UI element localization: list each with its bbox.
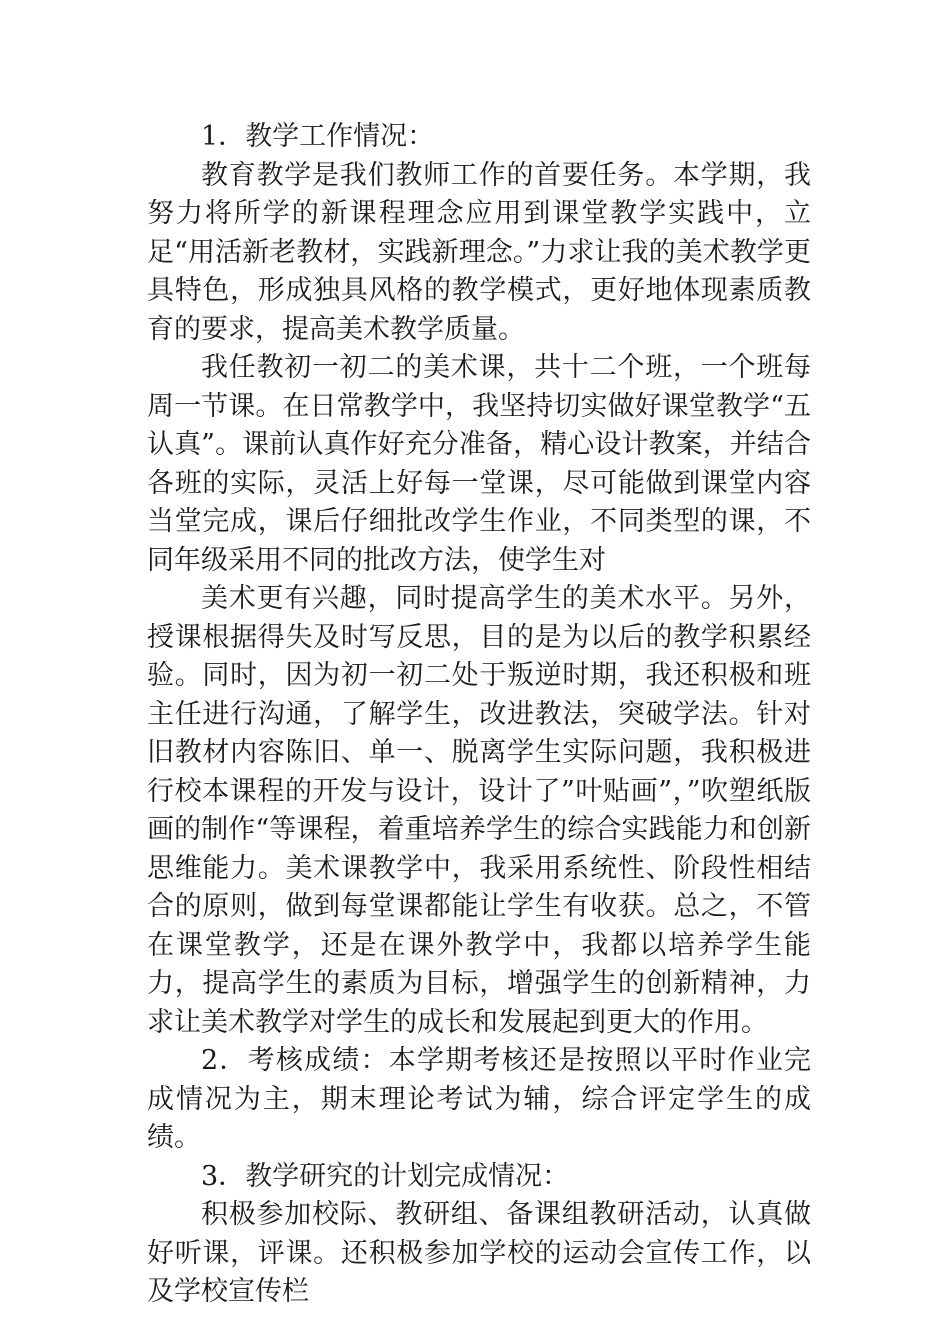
document-body [147,118,811,1312]
paragraph-teaching-goals: 教育教学是我们教师工作的首要任务。本学期，我努力将所学的新课程理念应用到课堂教学实践中，立足“用活新老教材，实践新理念。”力求让我的美术教学更具特色，形成独具风格的教学模式，更好地体现素质教育的要求，提高美术教学质量。 [147,159,811,345]
heading-research-plan: 3．教学研究的计划完成情况： [201,1160,570,1192]
paragraph-assessment: 2．考核成绩：本学期考核还是按照以平时作业完成情况为主，期末理论考试为辅，综合评定学生的成绩。 [147,1045,811,1153]
paragraph-research-activities: 积极参加校际、教研组、备课组教研活动，认真做好听课，评课。还积极参加学校的运动会宣传工作，以及学校宣传栏 [147,1199,811,1307]
paragraph-art-interest: 美术更有兴趣，同时提高学生的美术水平。另外，授课根据得失及时写反思，目的是为以后的教学积累经验。同时，因为初一初二处于叛逆时期，我还积极和班主任进行沟通，了解学生，改进教法，突破学法。针对旧教材内容陈旧、单一、脱离学生实际问题，我积极进行校本课程的开发与设计，设计了”叶贴画”，”吹塑纸版画的制作“等课程，着重培养学生的综合实践能力和创新思维能力。美术课教学中，我采用系统性、阶段性相结合的原则，做到每堂课都能让学生有收获。总之，不管在课堂教学，还是在课外教学中，我都以培养学生能力，提高学生的素质为目标，增强学生的创新精神，力求让美术教学对学生的成长和发展起到更大的作用。 [147,583,811,1038]
heading-teaching-work: 1．教学工作情况： [201,121,435,152]
paragraph-class-teaching: 我任教初一初二的美术课，共十二个班，一个班每周一节课。在日常教学中，我坚持切实做好课堂教学“五认真”。课前认真作好充分准备，精心设计教案，并结合各班的实际，灵活上好每一堂课，尽可能做到课堂内容当堂完成，课后仔细批改学生作业，不同类型的课，不同年级采用不同的批改方法，使学生对 [147,352,811,576]
